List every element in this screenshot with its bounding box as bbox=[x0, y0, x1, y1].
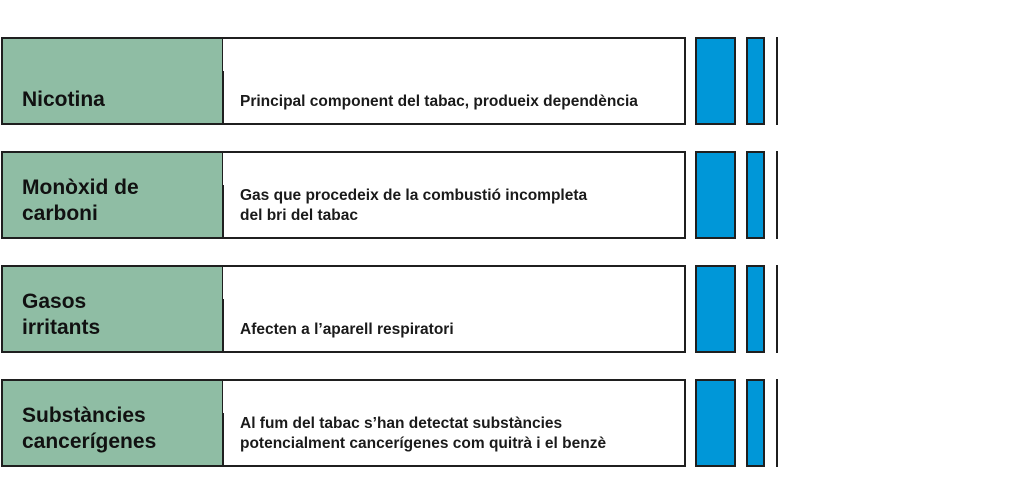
substance-term: Nicotina bbox=[22, 88, 105, 111]
substance-row-gasos bbox=[0, 265, 1024, 353]
substance-card bbox=[1, 37, 686, 125]
substance-description: Afecten a l’aparell respiratori bbox=[240, 321, 454, 338]
substance-description: Al fum del tabac s’han detectat substàncies potencialment cancerígenes com quitrà i el benzè bbox=[240, 415, 607, 452]
substance-card bbox=[1, 379, 686, 467]
substance-row-nicotina bbox=[0, 37, 1024, 125]
blue-tab-narrow bbox=[746, 37, 765, 125]
substance-term: Gasos irritants bbox=[22, 290, 101, 339]
tab-line bbox=[776, 151, 778, 239]
substance-term-box bbox=[3, 381, 223, 465]
blue-tab-narrow bbox=[746, 151, 765, 239]
substance-term: Substàncies cancerígenes bbox=[22, 404, 157, 453]
blue-tab-wide bbox=[695, 37, 736, 125]
substance-card bbox=[1, 265, 686, 353]
substance-term-box bbox=[3, 39, 223, 123]
tab-line bbox=[776, 379, 778, 467]
substance-term: Monòxid de carboni bbox=[22, 176, 139, 225]
substance-description: Principal component del tabac, produeix dependència bbox=[240, 93, 638, 110]
substance-row-monoxid bbox=[0, 151, 1024, 239]
blue-tab-narrow bbox=[746, 379, 765, 467]
divider-line bbox=[222, 299, 224, 351]
blue-tab-narrow bbox=[746, 265, 765, 353]
substance-row-substancies bbox=[0, 379, 1024, 467]
divider-line bbox=[222, 71, 224, 123]
tab-line bbox=[776, 37, 778, 125]
divider-line bbox=[222, 185, 224, 237]
substance-term-box bbox=[3, 267, 223, 351]
divider-line bbox=[222, 413, 224, 465]
substance-term-box bbox=[3, 153, 223, 237]
tab-line bbox=[776, 265, 778, 353]
blue-tab-wide bbox=[695, 151, 736, 239]
substance-description: Gas que procedeix de la combustió incompleta del bri del tabac bbox=[240, 187, 588, 224]
blue-tab-wide bbox=[695, 379, 736, 467]
substance-card bbox=[1, 151, 686, 239]
blue-tab-wide bbox=[695, 265, 736, 353]
